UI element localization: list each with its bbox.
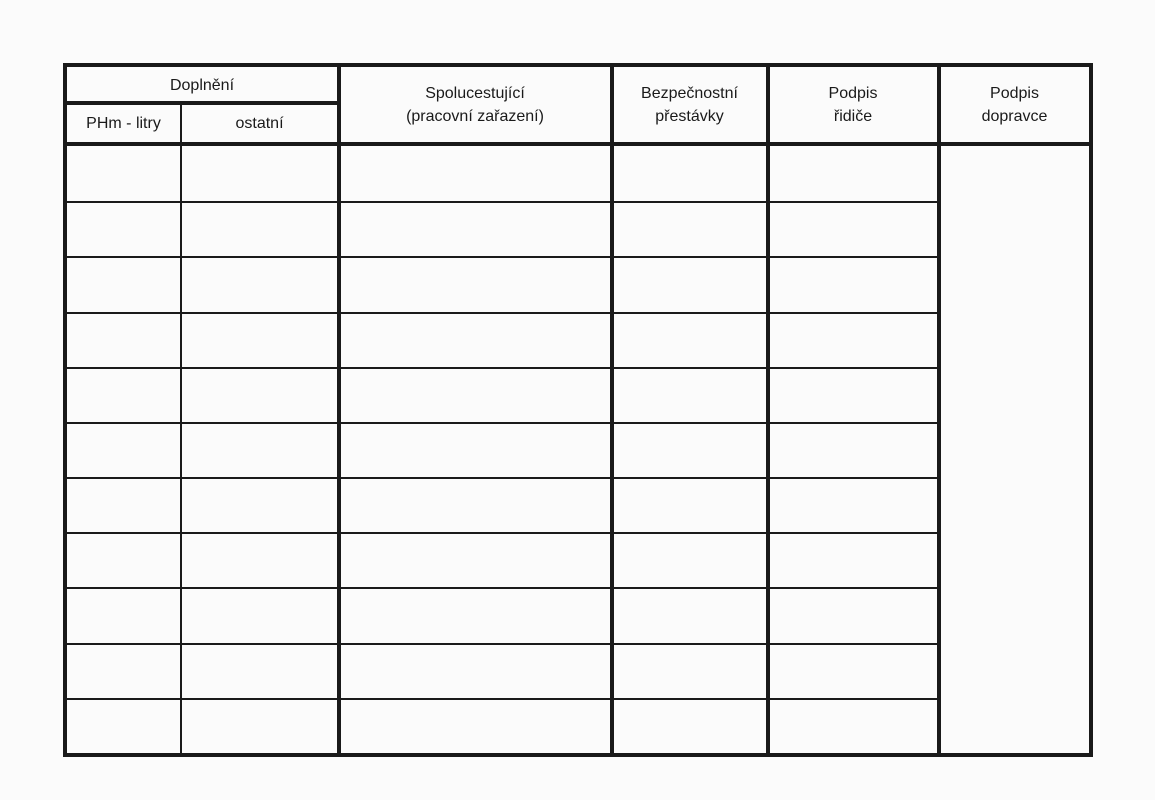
row-divider <box>67 256 937 258</box>
row-divider <box>67 698 937 700</box>
row-divider <box>67 587 937 589</box>
header-ostatni-label: ostatní <box>235 114 284 132</box>
row-divider <box>67 312 937 314</box>
divider-bezpecnostni-podpis-ridice <box>766 67 770 753</box>
header-spolucestujici <box>340 67 610 143</box>
header-podpis-dopravce-line1: Podpis <box>990 85 1039 102</box>
divider-spolucestujici-bezpecnostni <box>610 67 614 753</box>
row-divider <box>67 643 937 645</box>
header-ostatni <box>182 104 337 142</box>
row-divider <box>67 477 937 479</box>
header-podpis-ridice-line1: Podpis <box>828 85 878 102</box>
header-doplneni-label: Doplnění <box>169 76 235 94</box>
header-podpis-ridice-line2: řidiče <box>833 108 873 125</box>
header-bezpecnostni-line1: Bezpečnostní <box>641 85 738 102</box>
header-bezpecnostni-prestavky <box>613 67 766 143</box>
row-divider <box>67 422 937 424</box>
divider-ostatni-spolucestujici <box>337 67 341 753</box>
header-bezpecnostni-line2: přestávky <box>655 108 724 125</box>
row-divider <box>67 532 937 534</box>
log-form-table <box>63 63 1093 757</box>
header-phm-litry <box>67 104 180 142</box>
header-podpis-dopravce <box>940 67 1089 143</box>
divider-podpis-ridice-podpis-dopravce <box>937 67 941 753</box>
header-spolucestujici-line1: Spolucestující <box>425 85 525 102</box>
header-phm-litry-label: PHm - litry <box>86 114 161 132</box>
header-podpis-dopravce-line2: dopravce <box>981 108 1048 125</box>
row-divider <box>67 201 937 203</box>
header-podpis-ridice <box>769 67 937 143</box>
header-group-divider <box>67 101 337 105</box>
header-spolucestujici-line2: (pracovní zařazení) <box>406 108 544 125</box>
header-doplneni <box>67 67 337 103</box>
header-bottom-divider <box>67 142 1089 146</box>
row-divider <box>67 367 937 369</box>
